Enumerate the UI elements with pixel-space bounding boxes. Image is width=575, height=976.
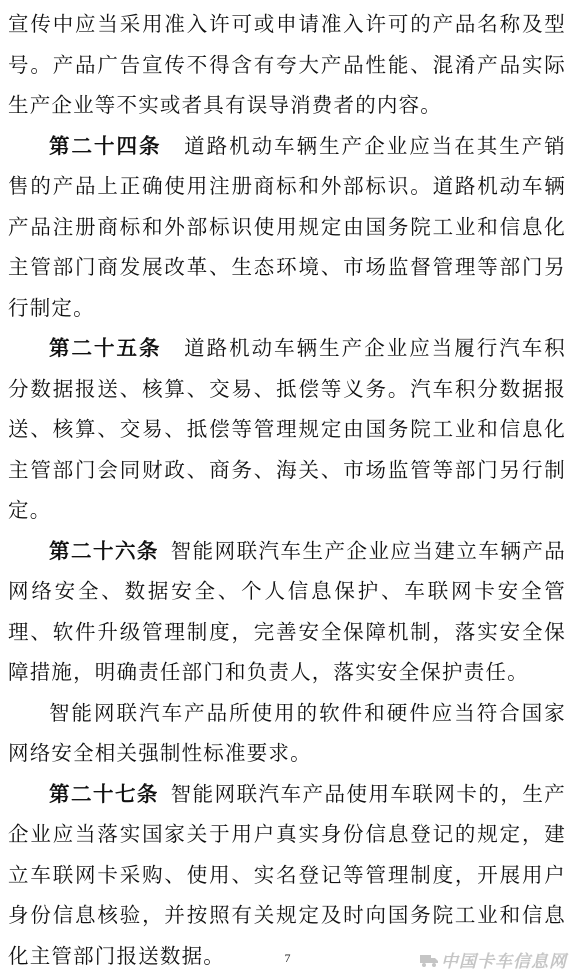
paragraph-article-27: [8, 774, 566, 976]
paragraph-article-25: [8, 328, 566, 531]
watermark: [419, 947, 567, 972]
watermark-text: 中国卡车信息网: [441, 947, 567, 972]
article-26-text: 智能网联汽车生产企业应当建立车辆产品网络安全、数据安全、个人信息保护、车联网卡安全管理、软件升级管理制度，完善安全保障机制，落实安全保障措施，明确责任部门和负责人，落实安全保护责任。: [8, 539, 566, 685]
article-25-text: 道路机动车辆生产企业应当履行汽车积分数据报送、核算、交易、抵偿等义务。汽车积分数据报送、核算、交易、抵偿等管理规定由国务院工业和信息化主管部门会同财政、商务、海关、市场监管等部门另行制定。: [8, 336, 566, 522]
article-26-cont-text: 智能网联汽车产品所使用的软件和硬件应当符合国家网络安全相关强制性标准要求。: [8, 701, 566, 766]
article-number-26: 第二十六条: [49, 539, 159, 563]
paragraph-1: [8, 4, 566, 126]
article-27-text: 智能网联汽车产品使用车联网卡的，生产企业应当落实国家关于用户真实身份信息登记的规定，建立车联网卡采购、使用、实名登记等管理制度，开展用户身份信息核验，并按照有关规定及时向国务院工业和信息化主管部门报送数据。: [8, 782, 566, 968]
paragraph-article-26: [8, 531, 566, 693]
page-number: 7: [0, 951, 575, 966]
paragraph-article-26-cont: [8, 693, 566, 774]
article-number-27: 第二十七条: [49, 782, 159, 806]
article-number-24: 第二十四条: [49, 134, 162, 158]
truck-logo-icon: [419, 952, 439, 968]
article-number-25: 第二十五条: [49, 336, 162, 360]
article-24-text: 道路机动车辆生产企业应当在其生产销售的产品上正确使用注册商标和外部标识。道路机动车辆产品注册商标和外部标识使用规定由国务院工业和信息化主管部门商发展改革、生态环境、市场监督管理等部门另行制定。: [8, 134, 566, 320]
paragraph-article-24: [8, 126, 566, 329]
document-page: [8, 4, 566, 976]
paragraph-1-text: 宣传中应当采用准入许可或申请准入许可的产品名称及型号。产品广告宣传不得含有夸大产品性能、混淆产品实际生产企业等不实或者具有误导消费者的内容。: [8, 12, 566, 117]
